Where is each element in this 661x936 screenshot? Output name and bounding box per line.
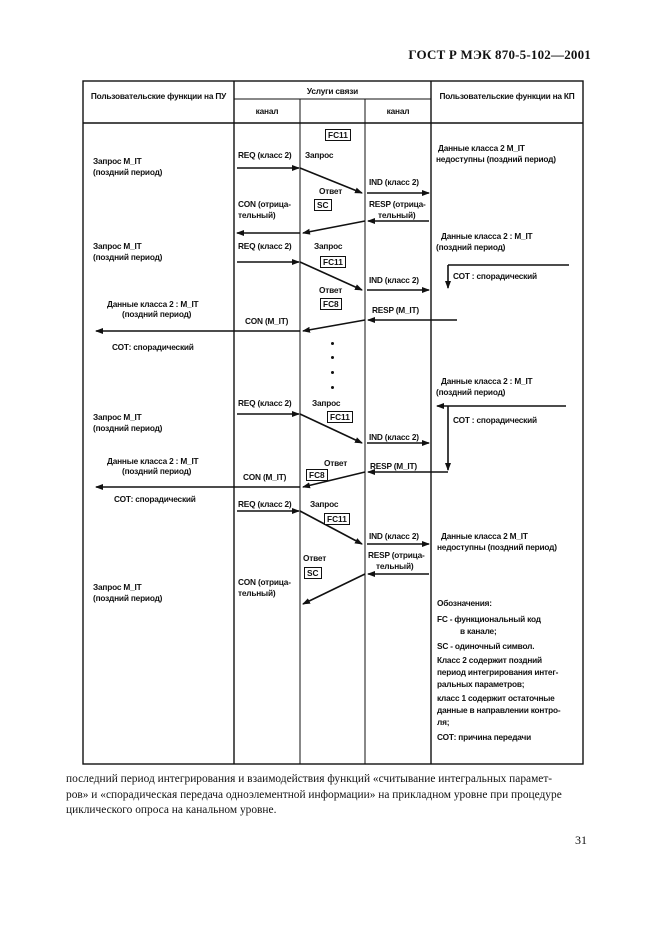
page-number: 31: [575, 833, 587, 847]
con-neg-label-4b: тельный): [238, 588, 276, 598]
legend-line: данные в направлении контро-: [437, 705, 561, 715]
req-label-1: REQ (класс 2): [238, 150, 292, 160]
standard-header: ГОСТ Р МЭК 870-5-102—2001: [408, 47, 591, 62]
fc11-box-4: FC11: [324, 513, 350, 525]
con-neg-label-4a: CON (отрица-: [238, 577, 291, 587]
zapros-label-3: Запрос: [312, 398, 341, 408]
arrow-resp-slant-2: [303, 320, 365, 331]
header-left: Пользовательские функции на ПУ: [90, 91, 227, 101]
legend-line: ральных параметров;: [437, 679, 525, 689]
data-label-3a: Данные класса 2 : M_IT: [441, 376, 533, 386]
legend-line: в канале;: [460, 626, 497, 636]
data-label-left-2b: (поздний период): [122, 309, 192, 319]
caption-line: ров» и «спорадическая передача одноэлементной информации» на прикладном уровне при процедуре: [66, 788, 562, 801]
con-neg-label-1b: тельный): [238, 210, 276, 220]
unavail-label-4b: недоступны (поздний период): [437, 542, 557, 552]
zapros-label-4: Запрос: [310, 499, 339, 509]
request-label-2b: (поздний период): [93, 252, 163, 262]
unavail-label-4a: Данные класса 2 M_IT: [441, 531, 528, 541]
request-label-1a: Запрос М_IT: [93, 156, 142, 166]
legend-line: FC - функциональный код: [437, 614, 541, 624]
ind-label-3: IND (класс 2): [369, 432, 419, 442]
cot-left-label-3: СОТ: спорадический: [114, 494, 196, 504]
legend-line: Класс 2 содержит поздний: [437, 655, 542, 665]
sc-box-4: SC: [304, 567, 322, 579]
request-label-3b: (поздний период): [93, 423, 163, 433]
legend-line: СОТ: причина передачи: [437, 732, 531, 742]
continuation-dot: [331, 356, 334, 359]
sc-box-1: SC: [314, 199, 332, 211]
fc8-box-2: FC8: [320, 298, 342, 310]
figure-caption: [66, 772, 606, 819]
cot-label-3: СОТ : спорадический: [453, 415, 537, 425]
legend-line: период интегрирования интег-: [437, 667, 559, 677]
data-label-left-3b: (поздний период): [122, 466, 192, 476]
data-label-2b: (поздний период): [436, 242, 506, 252]
zapros-label-2: Запрос: [314, 241, 343, 251]
cot-left-label-2: СОТ: спорадический: [112, 342, 194, 352]
con-neg-label-1a: CON (отрица-: [238, 199, 291, 209]
fc8-box-3: FC8: [306, 469, 328, 481]
arrow-resp-slant-1: [303, 221, 365, 233]
zapros-label-1: Запрос: [305, 150, 334, 160]
caption-line: циклического опроса на канальном уровне.: [66, 804, 277, 816]
con-mit-label-3: CON (M_IT): [243, 472, 287, 482]
ind-label-4: IND (класс 2): [369, 531, 419, 541]
data-label-3b: (поздний период): [436, 387, 506, 397]
request-label-4b: (поздний период): [93, 593, 163, 603]
resp-mit-label-3: RESP (M_IT): [370, 461, 417, 471]
req-label-4: REQ (класс 2): [238, 499, 292, 509]
cot-label-2: СОТ : спорадический: [453, 271, 537, 281]
unavail-label-1a: Данные класса 2 M_IT: [438, 143, 525, 153]
fc11-box-2: FC11: [320, 256, 346, 268]
legend-line: Обозначения:: [437, 598, 492, 608]
otvet-label-4: Ответ: [303, 553, 327, 563]
unavail-label-1b: недоступны (поздний период): [436, 154, 556, 164]
legend-line: класс 1 содержит остаточные: [437, 693, 555, 703]
data-label-left-2a: Данные класса 2 : M_IT: [107, 299, 199, 309]
otvet-label-2: Ответ: [319, 285, 343, 295]
ind-label-1: IND (класс 2): [369, 177, 419, 187]
ind-label-2: IND (класс 2): [369, 275, 419, 285]
req-label-3: REQ (класс 2): [238, 398, 292, 408]
req-label-2: REQ (класс 2): [238, 241, 292, 251]
fc11-box-1: FC11: [325, 129, 351, 141]
request-label-1b: (поздний период): [93, 167, 163, 177]
resp-mit-label-2: RESP (M_IT): [372, 305, 419, 315]
continuation-dot: [331, 371, 334, 374]
con-mit-label-2: CON (M_IT): [245, 316, 289, 326]
resp-neg-label-1b: тельный): [378, 210, 416, 220]
header-center-left: канал: [255, 106, 279, 116]
continuation-dot: [331, 386, 334, 389]
otvet-label-1: Ответ: [319, 186, 343, 196]
request-label-3a: Запрос М_IT: [93, 412, 142, 422]
data-label-2a: Данные класса 2 : M_IT: [441, 231, 533, 241]
legend-line: SC - одиночный символ.: [437, 641, 535, 651]
caption-line: последний период интегрирования и взаимодействия функций «считывание интегральных парамет-: [66, 773, 553, 785]
request-label-4a: Запрос М_IT: [93, 582, 142, 592]
otvet-label-3: Ответ: [324, 458, 348, 468]
fc11-box-3: FC11: [327, 411, 353, 423]
header-right: Пользовательские функции на КП: [439, 91, 575, 101]
resp-neg-label-1a: RESP (отрица-: [369, 199, 426, 209]
legend-line: ля;: [437, 717, 450, 727]
resp-neg-label-4b: тельный): [376, 561, 414, 571]
data-label-left-3a: Данные класса 2 : M_IT: [107, 456, 199, 466]
continuation-dot: [331, 342, 334, 345]
request-label-2a: Запрос М_IT: [93, 241, 142, 251]
header-center: Услуги связи: [306, 86, 359, 96]
resp-neg-label-4a: RESP (отрица-: [368, 550, 425, 560]
header-center-right: канал: [386, 106, 410, 116]
